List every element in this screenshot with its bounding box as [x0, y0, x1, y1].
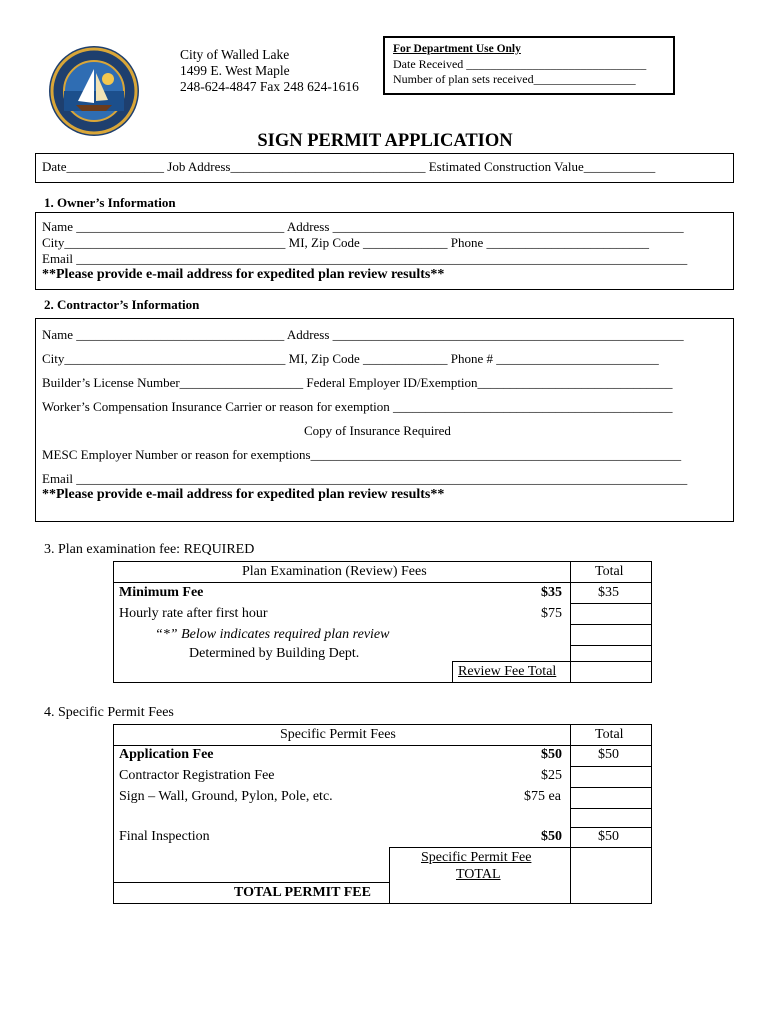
address-line-1: City of Walled Lake — [180, 47, 290, 62]
final-inspection-total[interactable]: $50 — [598, 829, 619, 844]
plan-exam-total-header: Total — [595, 564, 624, 579]
application-fee-value: $50 — [541, 747, 562, 762]
workers-comp-line[interactable]: Worker’s Compensation Insurance Carrier or reason for exemption ___________________________________________ — [42, 399, 673, 414]
contractor-email-note: **Please provide e-mail address for expedited plan review results** — [42, 487, 445, 502]
sign-fee-value: $75 ea — [524, 789, 561, 804]
total-permit-fee-label: TOTAL PERMIT FEE — [234, 885, 371, 900]
final-inspection-label: Final Inspection — [119, 829, 210, 844]
specific-total-header: Total — [595, 727, 624, 742]
contractor-email-line[interactable]: Email ______________________________________________________________________________________________ — [42, 471, 688, 486]
specific-fees-heading: 4. Specific Permit Fees — [44, 705, 174, 720]
contractor-registration-label: Contractor Registration Fee — [119, 768, 275, 783]
plan-sets-received-field[interactable]: Number of plan sets received_________________ — [393, 72, 636, 86]
owner-email-line[interactable]: Email ______________________________________________________________________________________________ — [42, 251, 688, 266]
date-received-field[interactable]: Date Received ______________________________ — [393, 57, 647, 71]
mesc-employer-line[interactable]: MESC Employer Number or reason for exemptions_________________________________________________________ — [42, 447, 682, 462]
city-address-block — [180, 47, 359, 95]
plan-exam-heading: 3. Plan examination fee: REQUIRED — [44, 542, 255, 557]
hourly-rate-value: $75 — [541, 606, 562, 621]
review-fee-total-label: Review Fee Total — [458, 664, 557, 679]
address-line-3: 248-624-4847 Fax 248 624-1616 — [180, 79, 359, 94]
contractor-name-address-line[interactable]: Name ________________________________ Address ______________________________________________________ — [42, 327, 684, 342]
contractor-info-box — [35, 318, 734, 522]
plan-review-note: “*” Below indicates required plan review — [155, 627, 390, 642]
contractor-section-heading: 2. Contractor’s Information — [44, 297, 200, 312]
owner-name-address-line[interactable]: Name ________________________________ Address ______________________________________________________ — [42, 219, 684, 234]
sign-type-label: Sign – Wall, Ground, Pylon, Pole, etc. — [119, 789, 333, 804]
city-seal-logo — [48, 45, 140, 137]
builder-license-line[interactable]: Builder’s License Number___________________ Federal Employer ID/Exemption______________________________ — [42, 375, 673, 390]
insurance-required-note: Copy of Insurance Required — [304, 423, 451, 438]
min-fee-value: $35 — [541, 585, 562, 600]
owner-section-heading: 1. Owner’s Information — [44, 195, 176, 210]
specific-permit-fee-total-label: Specific Permit Fee — [421, 850, 532, 865]
contractor-city-zip-phone-line[interactable]: City__________________________________ MI, Zip Code _____________ Phone # _________________________ — [42, 351, 659, 366]
hourly-rate-label: Hourly rate after first hour — [119, 606, 268, 621]
plan-exam-table-title: Plan Examination (Review) Fees — [242, 564, 427, 579]
final-inspection-value: $50 — [541, 829, 562, 844]
application-fee-label: Application Fee — [119, 747, 214, 762]
contractor-registration-value: $25 — [541, 768, 562, 783]
job-info-box — [35, 153, 734, 183]
date-job-value-line[interactable]: Date_______________ Job Address______________________________ Estimated Construction Value___________ — [42, 159, 656, 174]
min-fee-label: Minimum Fee — [119, 585, 204, 600]
application-fee-total[interactable]: $50 — [598, 747, 619, 762]
department-use-heading: For Department Use Only — [393, 43, 521, 55]
owner-city-zip-phone-line[interactable]: City__________________________________ MI, Zip Code _____________ Phone _________________________ — [42, 235, 650, 250]
specific-permit-total-label: TOTAL — [456, 867, 501, 882]
department-use-box — [383, 36, 675, 95]
page-title: SIGN PERMIT APPLICATION — [257, 131, 513, 151]
min-fee-total[interactable]: $35 — [598, 585, 619, 600]
owner-info-box — [35, 212, 734, 290]
owner-email-note: **Please provide e-mail address for expedited plan review results** — [42, 267, 445, 282]
building-dept-note: Determined by Building Dept. — [189, 646, 360, 661]
address-line-2: 1499 E. West Maple — [180, 63, 290, 78]
specific-fees-table-title: Specific Permit Fees — [280, 727, 396, 742]
